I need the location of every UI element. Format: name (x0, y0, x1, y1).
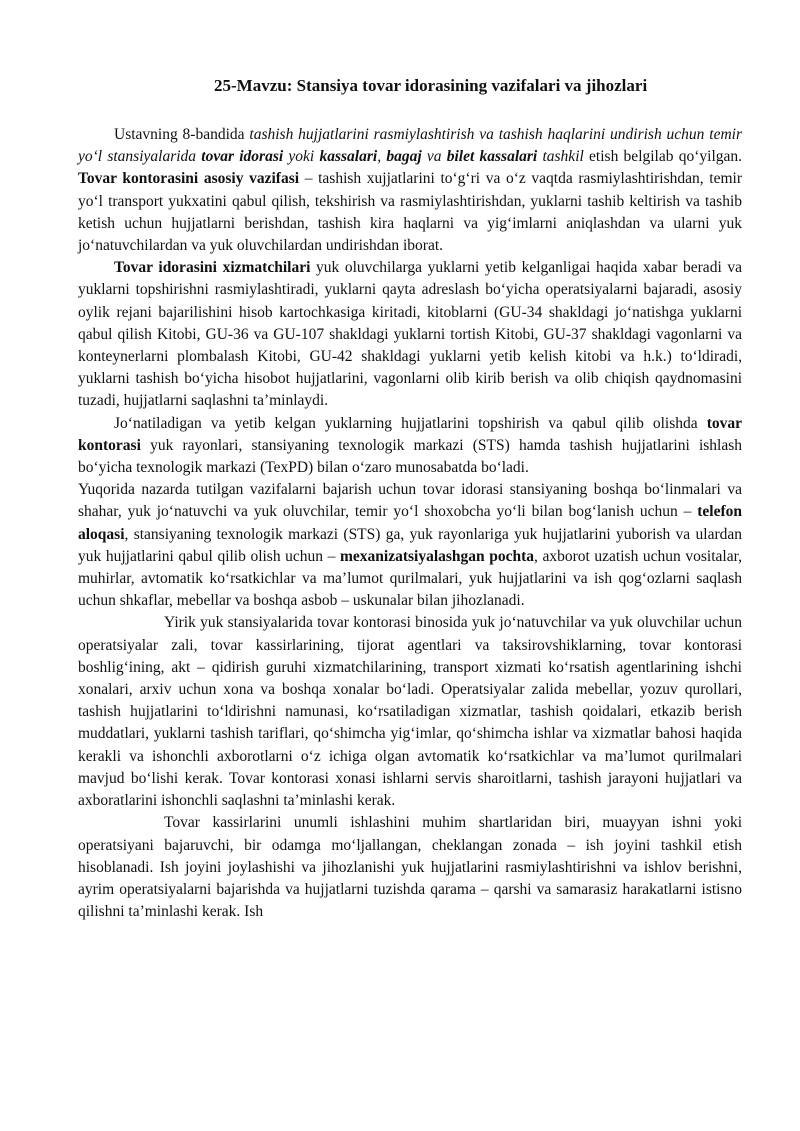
text-run: Jo‘natiladigan va yetib kelgan yuklarning hujjatlarini topshirish va qabul qilib olishda (114, 414, 707, 432)
text-run: , stansiyaning texnologik markazi (STS) ga, yuk rayonlariga yuk hujjatlarini yuborish va ulardan yuk hujjatlarini qabul qilib olish uchun – (78, 525, 742, 565)
bold-text-run: Tovar kontorasini asosiy vazifasi (78, 170, 300, 188)
paragraph (78, 812, 742, 923)
text-run: va (421, 148, 447, 166)
paragraph (78, 257, 742, 412)
text-run: tashish hujjatlarini rasmiylashtirish va tashish haqlarini undirish uchun temir yo‘l stansiyalarida (78, 126, 742, 166)
bold-text-run: tovar kontorasi (78, 414, 742, 454)
text-run: tashkil (537, 148, 584, 166)
document-title: 25-Mavzu: Stansiya tovar idorasining vazifalari va jihozlari (214, 76, 648, 95)
text-run: Ustavning 8-bandida (114, 126, 250, 143)
paragraph (78, 612, 742, 812)
bold-text-run: bagaj (386, 148, 422, 166)
document-body (78, 124, 742, 923)
bold-text-run: Tovar idorasini xizmatchilari (114, 259, 311, 277)
text-run: Tovar kassirlarini unumli ishlashini muhim shartlaridan biri, muayyan ishni yoki operatsiyani bajaruvchi, bir odamga mo‘ljallangan, cheklangan zonada – ish joyini tashkil etish hisoblanadi. Ish joyini joylashishi va jihozlanishi yuk hujjatlarini rasmiylashtirishni va ishlov berishni, ayrim operatsiyalarni bajarishda va hujjatlarni tuzishda qarama – qarshi va samarasiz harakatlarni istisno qilishni ta’minlashi kerak. Ish (78, 814, 742, 921)
bold-text-run: tovar idorasi (201, 148, 284, 166)
bold-text-run: mexanizatsiyalashgan pochta (339, 547, 535, 565)
text-run: – tashish xujjatlarini to‘g‘ri va o‘z vaqtda rasmiylashtirishdan, temir yo‘l transport yukxatini qabul qilish, tekshirish va rasmiylashtirishdan, yuklarni tashib keltirish va tashib ketish uchun hujjatlarni berishdan, tashish kira haqlarni va yig‘imlarni aniqlashdan va ularni yuk jo‘natuvchilardan va yuk oluvchilardan undirishdan iborat. (78, 170, 742, 255)
bold-text-run: kassalari (319, 148, 378, 166)
text-run: , (377, 148, 387, 166)
text-run: Yirik yuk stansiyalarida tovar kontorasi binosida yuk jo‘natuvchilar va yuk oluvchilar uchun operatsiyalar zali, tovar kassirlarining, tijorat agentlari va taksirovshiklarning, tovar kontorasi boshlig‘ining, akt – qidirish guruhi xizmatchilarining, transport xizmati ko‘rsatish agentlarining ishchi xonalari, arxiv uchun xona va boshqa xonalar bo‘ladi. Operatsiyalar zalida mebellar, yozuv qurollari, tashish hujjatlarini to‘ldirishni namunasi, ko‘rsatiladigan xizmatlar, tashish qoidalari, etkazib berish muddatlari, yuklarni tashish tariflari, qo‘shimcha yig‘imlar, qo‘shimcha ishlar va xizmatlar bahosi haqida kerakli va ishonchli axborotlarni o‘z ichiga olgan avtomatik ko‘rsatkichlar va ma’lumot qurilmalari mavjud bo‘lishi kerak. Tovar kontorasi xonasi ishlarni servis sharoitlarni, tashish jarayoni hujjatlari va axboratlarini ishonchli saqlashni ta’minlashi kerak. (78, 614, 742, 810)
text-run: , axborot uzatish uchun vositalar, muhirlar, avtomatik ko‘rsatkichlar va ma’lumot qurilmalari, yuk hujjatlarini va ish qog‘ozlarni saqlash uchun shkaflar, mebellar va boshqa asbob – uskunalar bilan jihozlanadi. (78, 547, 742, 610)
bold-text-run: bilet kassalari (446, 148, 538, 166)
paragraph (78, 124, 742, 257)
text-run: yoki (283, 148, 320, 166)
text-run: yuk rayonlari, stansiyaning texnologik markazi (STS) hamda tashish hujjatlarini ishlash bo‘yicha texnologik markazi (TexPD) bilan o‘zaro munosabatda bo‘ladi. (78, 436, 742, 477)
text-run: Yuqorida nazarda tutilgan vazifalarni bajarish uchun tovar idorasi stansiyaning boshqa bo‘linmalari va shahar, yuk jo‘natuvchi va yuk oluvchilar, temir yo‘l shoxobcha yo‘li bilan bog‘lanish uchun – (78, 481, 742, 521)
paragraph (78, 479, 742, 612)
text-run: yuk oluvchilarga yuklarni yetib kelganligai haqida xabar beradi va yuklarni topshirishni rasmiylashtiradi, yuklarni qayta adreslash bo‘yicha operatsiyalarni bajaradi, asosiy oylik rejani bajarilishini hisob kartochkasiga kiritadi, kitoblarni (GU-34 shakldagi jo‘natishga yuklarni qabul qilish Kitobi, GU-36 va GU-107 shakldagi yuklarni tortish Kitobi, GU-37 shakldagi vagonlarni va konteynerlarni plombalash Kitobi, GU-42 shakldagi yuklarni yetib kelish kitobi va h.k.) to‘ldiradi, yuklarni tashish bo‘yicha hisobot hujjatlarini, vagonlarni olib kirib berish va olib chiqish qaydnomasini tuzadi, hujjatlarni saqlashni ta’minlaydi. (78, 259, 742, 410)
bold-text-run: telefon aloqasi (78, 503, 742, 543)
paragraph (78, 413, 742, 480)
text-run: etish belgilab qo‘yilgan. (583, 148, 743, 166)
